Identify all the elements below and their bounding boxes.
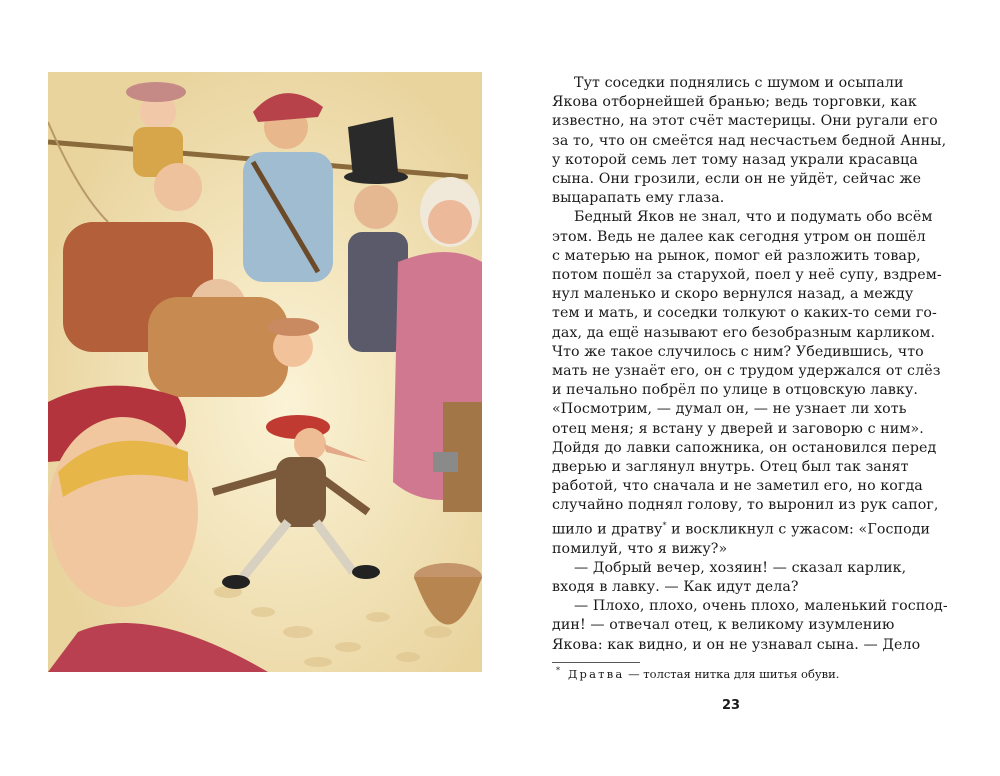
- text-line: дах, да ещё называют его безобразным карликом.: [552, 324, 936, 341]
- text-line: выцарапать ему глаза.: [552, 190, 725, 207]
- footnote-term: Дратва: [568, 666, 625, 681]
- text-line: потом пошёл за старухой, поел у неё супу, вздрем-: [552, 267, 942, 284]
- text-line: случайно поднял голову, то выронил из рук сапог,: [552, 497, 939, 514]
- text-line: мать не узнаёт его, он с трудом удержался от слёз: [552, 363, 941, 380]
- text-line: известно, на этот счёт мастерицы. Они ругали его: [552, 113, 938, 130]
- text-line: этом. Ведь не далее как сегодня утром он пошёл: [552, 228, 926, 245]
- body-text: [552, 74, 948, 655]
- text-line: Бедный Яков не знал, что и подумать обо всём: [574, 209, 933, 226]
- paragraph: [552, 74, 947, 208]
- text-line: за то, что он смеётся над несчастьем бедной Анны,: [552, 132, 947, 149]
- footnote-marker: *: [662, 520, 667, 530]
- text-line: сына. Они грозили, если он не уйдёт, сейчас же: [552, 171, 922, 188]
- text-line: дверью и заглянул внутрь. Отец был так занят: [552, 459, 909, 476]
- footnote-definition: — толстая нитка для шитья обуви.: [624, 666, 840, 681]
- footnote: [556, 664, 839, 681]
- text-line: работой, что сначала и не заметил его, но когда: [552, 478, 923, 495]
- paragraph: [552, 597, 948, 655]
- illustration-scene: [48, 72, 482, 672]
- text-line: «Посмотрим, — думал он, — не узнает ли хоть: [552, 401, 907, 418]
- footnote-marker: *: [556, 666, 560, 675]
- text-line: отец меня; я встану у дверей и заговорю с ним».: [552, 420, 924, 437]
- text-line: с матерью на рынок, помог ей разложить товар,: [552, 247, 921, 264]
- text-line: Дойдя до лавки сапожника, он остановился перед: [552, 439, 937, 456]
- text-line: входя в лавку. — Как идут дела?: [552, 579, 799, 596]
- text-line: — Добрый вечер, хозяин! — сказал карлик,: [574, 559, 907, 576]
- text-line: у которой семь лет тому назад украли красавца: [552, 151, 918, 168]
- book-illustration: [48, 72, 482, 672]
- text-line: — Плохо, плохо, очень плохо, маленький господ-: [574, 598, 948, 615]
- text-line: и печально побрёл по улице в отцовскую лавку.: [552, 382, 919, 399]
- text-line: тем и мать, и соседки толкуют о каких-то семи го-: [552, 305, 937, 322]
- text-line: Что же такое случилось с ним? Убедившись, что: [552, 343, 924, 360]
- text-fragment: и воскликнул с ужасом: «Господи: [666, 521, 931, 538]
- page-number: 23: [722, 698, 741, 713]
- text-line: Якова отборнейшей бранью; ведь торговки, как: [552, 94, 917, 111]
- text-line: дин! — отвечал отец, к великому изумлению: [552, 617, 895, 634]
- text-line: Тут соседки поднялись с шумом и осыпали: [574, 75, 904, 91]
- text-line: помилуй, что я вижу?»: [552, 540, 728, 557]
- text-line: [552, 516, 931, 540]
- text-line: Якова: как видно, и он не узнавал сына. — Дело: [552, 636, 921, 653]
- text-fragment: шило и дратву: [552, 521, 663, 538]
- footnote-divider: [552, 662, 640, 663]
- paragraph: [552, 559, 912, 597]
- paragraph: [552, 208, 942, 558]
- text-line: нул маленько и скоро вернулся назад, а между: [552, 286, 914, 303]
